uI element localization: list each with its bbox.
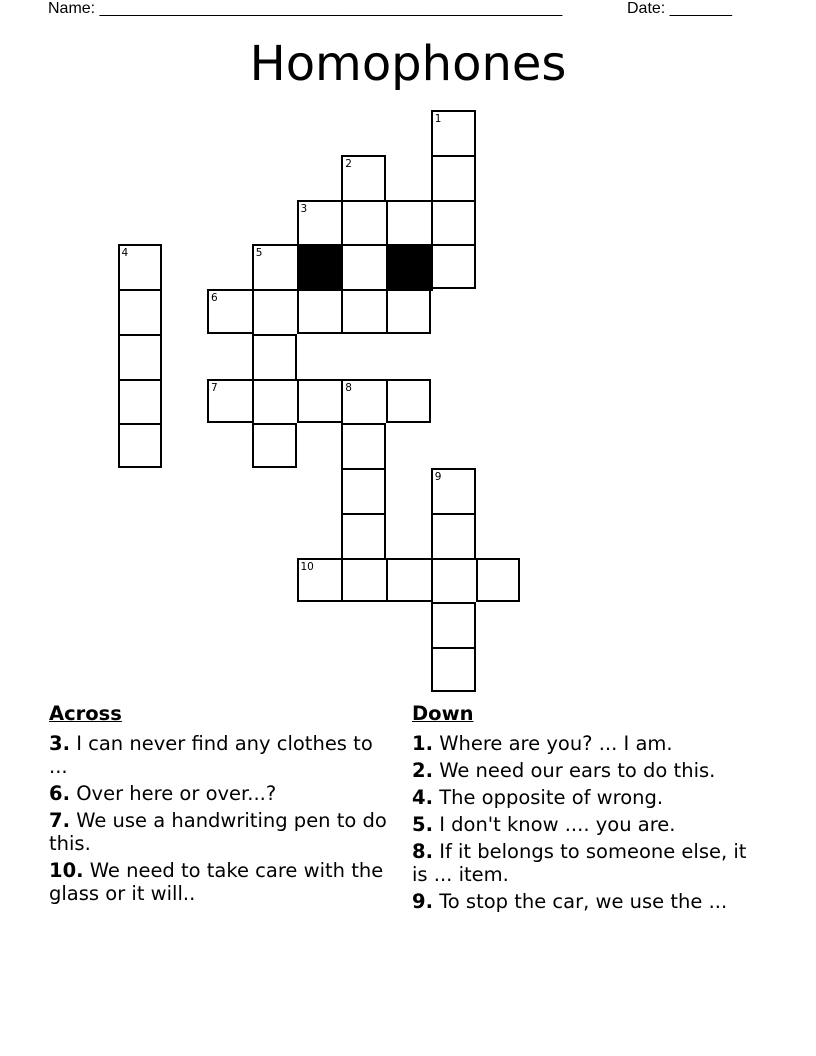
- crossword-cell[interactable]: [341, 289, 388, 334]
- clue-number: 1.: [412, 732, 433, 755]
- down-heading: Down: [412, 702, 474, 725]
- crossword-cell[interactable]: [386, 379, 431, 424]
- clue-text: I don't know .... you are.: [439, 813, 676, 836]
- down-clue: [412, 840, 757, 886]
- crossword-cell[interactable]: [431, 155, 476, 202]
- crossword-cell[interactable]: [431, 602, 476, 649]
- crossword-cell[interactable]: [341, 244, 388, 291]
- clue-text: To stop the car, we use the ...: [439, 890, 728, 913]
- crossword-cell[interactable]: [386, 200, 433, 247]
- crossword-cell[interactable]: [252, 423, 297, 468]
- crossword-cell[interactable]: [431, 513, 476, 560]
- crossword-cell[interactable]: [341, 558, 388, 603]
- crossword-cell[interactable]: [341, 513, 386, 560]
- clue-number: 4.: [412, 786, 433, 809]
- clue-text: I can never find any clothes to ...: [49, 732, 373, 778]
- clue-text: The opposite of wrong.: [439, 786, 664, 809]
- crossword-cell[interactable]: [341, 468, 386, 515]
- crossword-block-cell: [386, 244, 433, 291]
- down-clue: [412, 813, 757, 836]
- date-field[interactable]: Date: _______: [627, 0, 732, 17]
- down-clue: [412, 732, 757, 755]
- clue-number: 7.: [49, 809, 70, 832]
- crossword-cell[interactable]: [386, 558, 433, 603]
- down-clue: [412, 786, 757, 809]
- across-clues: [49, 702, 387, 909]
- clue-text: If it belongs to someone else, it is ... item.: [412, 840, 747, 886]
- clue-number-label: 1: [434, 113, 442, 125]
- clue-number-label: 6: [211, 292, 218, 304]
- crossword-cell[interactable]: [476, 558, 521, 603]
- crossword-cell[interactable]: [386, 289, 431, 334]
- clue-number: 6.: [49, 782, 70, 805]
- down-clues: [412, 702, 757, 917]
- clue-number-label: 2: [345, 157, 352, 170]
- clue-text: Where are you? ... I am.: [439, 732, 673, 755]
- down-clue: [412, 759, 757, 782]
- crossword-cell[interactable]: [118, 379, 163, 426]
- crossword-cell[interactable]: [297, 558, 344, 603]
- crossword-cell[interactable]: [297, 289, 344, 334]
- clue-number: 10.: [49, 859, 84, 882]
- crossword-cell[interactable]: [431, 244, 476, 289]
- crossword-cell[interactable]: [252, 289, 299, 336]
- clue-number: 2.: [412, 759, 433, 782]
- clue-number-label: 4: [121, 247, 129, 260]
- crossword-cell[interactable]: [252, 244, 299, 291]
- crossword-cell[interactable]: [297, 200, 344, 247]
- clue-number-label: 3: [300, 202, 308, 215]
- clue-number-label: 7: [211, 381, 218, 394]
- across-clue: [49, 859, 387, 905]
- crossword-block-cell: [297, 244, 344, 291]
- crossword-cell[interactable]: [297, 379, 344, 424]
- clue-number-label: 10: [300, 560, 314, 573]
- page-title: Homophones: [249, 36, 567, 92]
- down-clue: [412, 890, 757, 913]
- across-clue: [49, 732, 387, 778]
- crossword-cell[interactable]: [118, 334, 163, 381]
- crossword-cell[interactable]: [252, 334, 297, 381]
- clue-number-label: 8: [345, 381, 352, 394]
- clue-text: We need to take care with the glass or it will..: [49, 859, 384, 905]
- clue-number: 3.: [49, 732, 70, 755]
- crossword-cell[interactable]: [341, 200, 388, 247]
- crossword-cell[interactable]: [207, 289, 254, 334]
- crossword-cell[interactable]: [431, 468, 476, 515]
- clue-number-label: 5: [255, 247, 263, 260]
- crossword-cell[interactable]: [341, 379, 388, 426]
- crossword-cell[interactable]: [207, 379, 254, 424]
- clue-number-label: 9: [434, 471, 442, 483]
- crossword-cell[interactable]: [341, 155, 386, 202]
- clue-number: 5.: [412, 813, 433, 836]
- name-field[interactable]: Name: ____________________________________________________: [48, 0, 563, 17]
- crossword-cell[interactable]: [252, 379, 299, 426]
- crossword-cell[interactable]: [118, 289, 163, 336]
- clue-number: 9.: [412, 890, 433, 913]
- crossword-cell[interactable]: [431, 647, 476, 692]
- crossword-cell[interactable]: [118, 244, 163, 291]
- across-clue: [49, 782, 387, 805]
- crossword-cell[interactable]: [431, 200, 476, 247]
- clue-text: We use a handwriting pen to do this.: [49, 809, 387, 855]
- crossword-cell[interactable]: [341, 423, 386, 470]
- clue-text: We need our ears to do this.: [439, 759, 716, 782]
- across-clue: [49, 809, 387, 855]
- crossword-cell[interactable]: [118, 423, 163, 468]
- across-heading: Across: [49, 702, 122, 725]
- crossword-cell[interactable]: [431, 558, 478, 605]
- clue-text: Over here or over...?: [76, 782, 277, 805]
- clue-number: 8.: [412, 840, 433, 863]
- crossword-cell[interactable]: [431, 110, 476, 157]
